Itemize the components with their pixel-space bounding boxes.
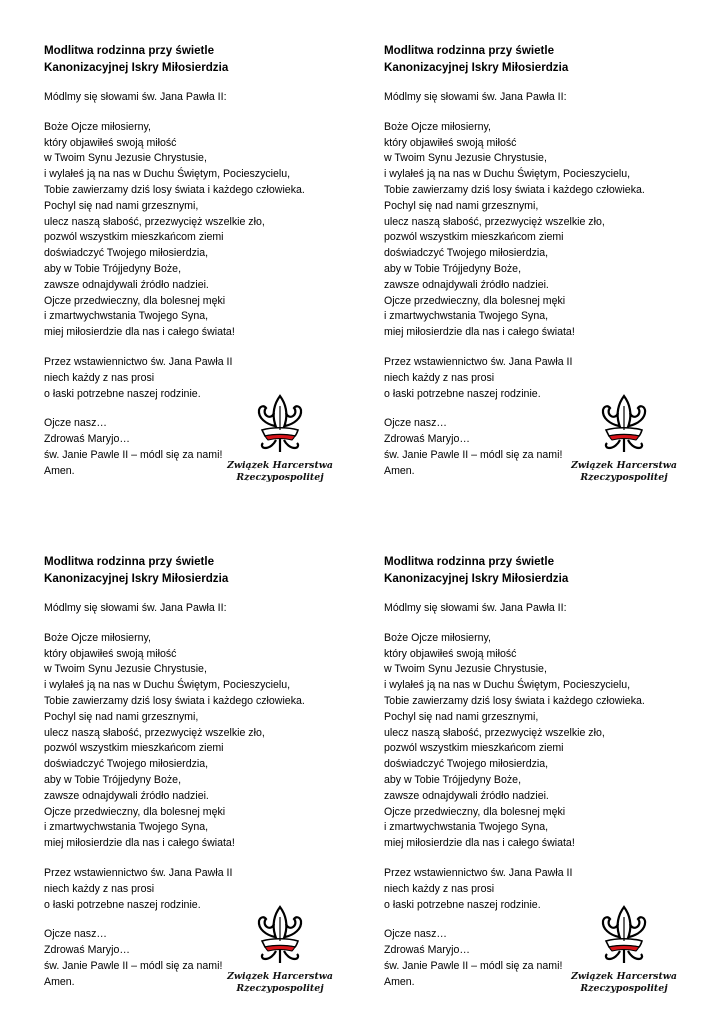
prayer-line: pozwól wszystkim mieszkańcom ziemi <box>384 742 564 755</box>
prayer-line: Tobie zawierzamy dziś losy świata i każdego człowieka. <box>44 183 305 196</box>
prayer-line: miej miłosierdzie dla nas i całego świata! <box>44 837 235 850</box>
prayer-card <box>44 42 374 502</box>
prayer-line: i wylałeś ją na nas w Duchu Świętym, Pocieszycielu, <box>384 679 631 692</box>
intro-text: Módlmy się słowami św. Jana Pawła II: <box>44 91 227 103</box>
closing-line: św. Janie Pawle II – módl się za nami! <box>384 448 563 461</box>
organization-name <box>568 971 680 995</box>
prayer-line: w Twoim Synu Jezusie Chrystusie, <box>384 663 547 676</box>
prayer-line: który objawiłeś swoją miłość <box>384 136 517 149</box>
prayer-card <box>384 553 714 1013</box>
organization-name <box>224 460 336 484</box>
intercession-line: Przez wstawiennictwo św. Jana Pawła II <box>44 355 233 368</box>
prayer-line: zawsze odnajdywali źródło nadziei. <box>44 278 209 291</box>
prayer-line: ulecz naszą słabość, przezwycięż wszelkie zło, <box>384 215 605 228</box>
intercession-line: niech każdy z nas prosi <box>384 882 495 895</box>
fleur-de-lis-icon <box>596 905 652 965</box>
card-title <box>44 553 374 587</box>
prayer-line: Boże Ojcze miłosierny, <box>384 631 491 644</box>
title-line: Kanonizacyjnej Iskry Miłosierdzia <box>44 61 229 74</box>
prayer-line: i wylałeś ją na nas w Duchu Świętym, Pocieszycielu, <box>384 168 631 181</box>
prayer-line: Tobie zawierzamy dziś losy świata i każdego człowieka. <box>44 694 305 707</box>
prayer-line: Ojcze przedwieczny, dla bolesnej męki <box>384 294 566 307</box>
prayer-card <box>384 42 714 502</box>
prayer-line: Pochyl się nad nami grzesznymi, <box>44 710 199 723</box>
zhr-logo <box>568 905 678 1005</box>
org-name-line: Związek Harcerstwa <box>571 971 677 982</box>
org-name-line: Związek Harcerstwa <box>227 971 333 982</box>
title-line: Kanonizacyjnej Iskry Miłosierdzia <box>44 572 229 585</box>
prayer-line: aby w Tobie Trójjedyny Boże, <box>44 773 182 786</box>
closing-line: Amen. <box>44 464 75 477</box>
title-line: Modlitwa rodzinna przy świetle <box>44 44 215 57</box>
closing-line: Amen. <box>384 975 415 988</box>
closing-line: Amen. <box>44 975 75 988</box>
prayer-line: i zmartwychwstania Twojego Syna, <box>384 821 549 834</box>
card-title <box>384 42 714 76</box>
intercession-line: Przez wstawiennictwo św. Jana Pawła II <box>384 866 573 879</box>
prayer-line: pozwól wszystkim mieszkańcom ziemi <box>384 231 564 244</box>
prayer-line: zawsze odnajdywali źródło nadziei. <box>44 789 209 802</box>
intercession-line: Przez wstawiennictwo św. Jana Pawła II <box>44 866 233 879</box>
fleur-de-lis-icon <box>252 905 308 965</box>
prayer-line: aby w Tobie Trójjedyny Boże, <box>384 262 522 275</box>
intro-text: Módlmy się słowami św. Jana Pawła II: <box>384 91 567 103</box>
prayer-line: aby w Tobie Trójjedyny Boże, <box>384 773 522 786</box>
prayer-line: który objawiłeś swoją miłość <box>44 136 177 149</box>
closing-line: św. Janie Pawle II – módl się za nami! <box>44 959 223 972</box>
prayer-line: doświadczyć Twojego miłosierdzia, <box>44 758 209 771</box>
org-name-line: Rzeczypospolitej <box>236 472 324 483</box>
intercession-line: o łaski potrzebne naszej rodzinie. <box>44 387 201 400</box>
closing-line: św. Janie Pawle II – módl się za nami! <box>44 448 223 461</box>
org-name-line: Rzeczypospolitej <box>580 983 668 994</box>
prayer-line: pozwól wszystkim mieszkańcom ziemi <box>44 742 224 755</box>
prayer-line: Boże Ojcze miłosierny, <box>384 120 491 133</box>
zhr-logo <box>224 905 334 1005</box>
card-title <box>384 553 714 587</box>
zhr-logo <box>224 394 334 494</box>
org-name-line: Rzeczypospolitej <box>236 983 324 994</box>
closing-line: Ojcze nasz… <box>44 928 107 941</box>
intro-text: Módlmy się słowami św. Jana Pawła II: <box>44 602 227 614</box>
intercession-line: niech każdy z nas prosi <box>44 371 155 384</box>
title-line: Kanonizacyjnej Iskry Miłosierdzia <box>384 61 569 74</box>
title-line: Modlitwa rodzinna przy świetle <box>384 44 555 57</box>
prayer-line: który objawiłeś swoją miłość <box>384 647 517 660</box>
prayer-line: i wylałeś ją na nas w Duchu Świętym, Pocieszycielu, <box>44 168 291 181</box>
prayer-line: w Twoim Synu Jezusie Chrystusie, <box>44 152 207 165</box>
intro-text: Módlmy się słowami św. Jana Pawła II: <box>384 602 567 614</box>
intercession-line: niech każdy z nas prosi <box>44 882 155 895</box>
prayer-text <box>44 631 374 852</box>
prayer-line: doświadczyć Twojego miłosierdzia, <box>384 758 549 771</box>
prayer-card <box>44 553 374 1013</box>
closing-line: Zdrowaś Maryjo… <box>44 433 130 446</box>
prayer-line: miej miłosierdzie dla nas i całego świata! <box>384 326 575 339</box>
prayer-line: zawsze odnajdywali źródło nadziei. <box>384 278 549 291</box>
title-line: Modlitwa rodzinna przy świetle <box>384 555 555 568</box>
prayer-line: Ojcze przedwieczny, dla bolesnej męki <box>44 294 226 307</box>
prayer-line: miej miłosierdzie dla nas i całego świata! <box>384 837 575 850</box>
fleur-de-lis-icon <box>596 394 652 454</box>
prayer-line: w Twoim Synu Jezusie Chrystusie, <box>44 663 207 676</box>
prayer-line: ulecz naszą słabość, przezwycięż wszelkie zło, <box>384 726 605 739</box>
prayer-line: w Twoim Synu Jezusie Chrystusie, <box>384 152 547 165</box>
prayer-line: doświadczyć Twojego miłosierdzia, <box>384 247 549 260</box>
prayer-line: który objawiłeś swoją miłość <box>44 647 177 660</box>
prayer-line: Pochyl się nad nami grzesznymi, <box>44 199 199 212</box>
prayer-text <box>384 120 714 341</box>
prayer-line: i zmartwychwstania Twojego Syna, <box>44 310 209 323</box>
prayer-line: i wylałeś ją na nas w Duchu Świętym, Pocieszycielu, <box>44 679 291 692</box>
org-name-line: Związek Harcerstwa <box>571 460 677 471</box>
zhr-logo <box>568 394 678 494</box>
prayer-line: pozwól wszystkim mieszkańcom ziemi <box>44 231 224 244</box>
closing-line: Amen. <box>384 464 415 477</box>
prayer-line: Pochyl się nad nami grzesznymi, <box>384 710 539 723</box>
organization-name <box>224 971 336 995</box>
prayer-line: Tobie zawierzamy dziś losy świata i każdego człowieka. <box>384 183 645 196</box>
closing-line: św. Janie Pawle II – módl się za nami! <box>384 959 563 972</box>
prayer-line: Ojcze przedwieczny, dla bolesnej męki <box>384 805 566 818</box>
intercession-line: o łaski potrzebne naszej rodzinie. <box>384 387 541 400</box>
organization-name <box>568 460 680 484</box>
prayer-line: doświadczyć Twojego miłosierdzia, <box>44 247 209 260</box>
title-line: Modlitwa rodzinna przy świetle <box>44 555 215 568</box>
prayer-line: ulecz naszą słabość, przezwycięż wszelkie zło, <box>44 726 265 739</box>
closing-line: Zdrowaś Maryjo… <box>44 944 130 957</box>
card-title <box>44 42 374 76</box>
closing-line: Ojcze nasz… <box>384 417 447 430</box>
prayer-line: Tobie zawierzamy dziś losy świata i każdego człowieka. <box>384 694 645 707</box>
prayer-text <box>44 120 374 341</box>
prayer-line: i zmartwychwstania Twojego Syna, <box>44 821 209 834</box>
fleur-de-lis-icon <box>252 394 308 454</box>
title-line: Kanonizacyjnej Iskry Miłosierdzia <box>384 572 569 585</box>
closing-line: Zdrowaś Maryjo… <box>384 944 470 957</box>
prayer-text <box>384 631 714 852</box>
intercession-line: Przez wstawiennictwo św. Jana Pawła II <box>384 355 573 368</box>
intercession-line: niech każdy z nas prosi <box>384 371 495 384</box>
closing-line: Zdrowaś Maryjo… <box>384 433 470 446</box>
prayer-line: miej miłosierdzie dla nas i całego świata! <box>44 326 235 339</box>
prayer-line: aby w Tobie Trójjedyny Boże, <box>44 262 182 275</box>
prayer-line: zawsze odnajdywali źródło nadziei. <box>384 789 549 802</box>
prayer-line: Boże Ojcze miłosierny, <box>44 631 151 644</box>
intercession-line: o łaski potrzebne naszej rodzinie. <box>44 898 201 911</box>
intercession-line: o łaski potrzebne naszej rodzinie. <box>384 898 541 911</box>
prayer-line: Pochyl się nad nami grzesznymi, <box>384 199 539 212</box>
closing-line: Ojcze nasz… <box>384 928 447 941</box>
org-name-line: Rzeczypospolitej <box>580 472 668 483</box>
prayer-line: Ojcze przedwieczny, dla bolesnej męki <box>44 805 226 818</box>
prayer-line: i zmartwychwstania Twojego Syna, <box>384 310 549 323</box>
org-name-line: Związek Harcerstwa <box>227 460 333 471</box>
closing-line: Ojcze nasz… <box>44 417 107 430</box>
prayer-line: Boże Ojcze miłosierny, <box>44 120 151 133</box>
prayer-line: ulecz naszą słabość, przezwycięż wszelkie zło, <box>44 215 265 228</box>
